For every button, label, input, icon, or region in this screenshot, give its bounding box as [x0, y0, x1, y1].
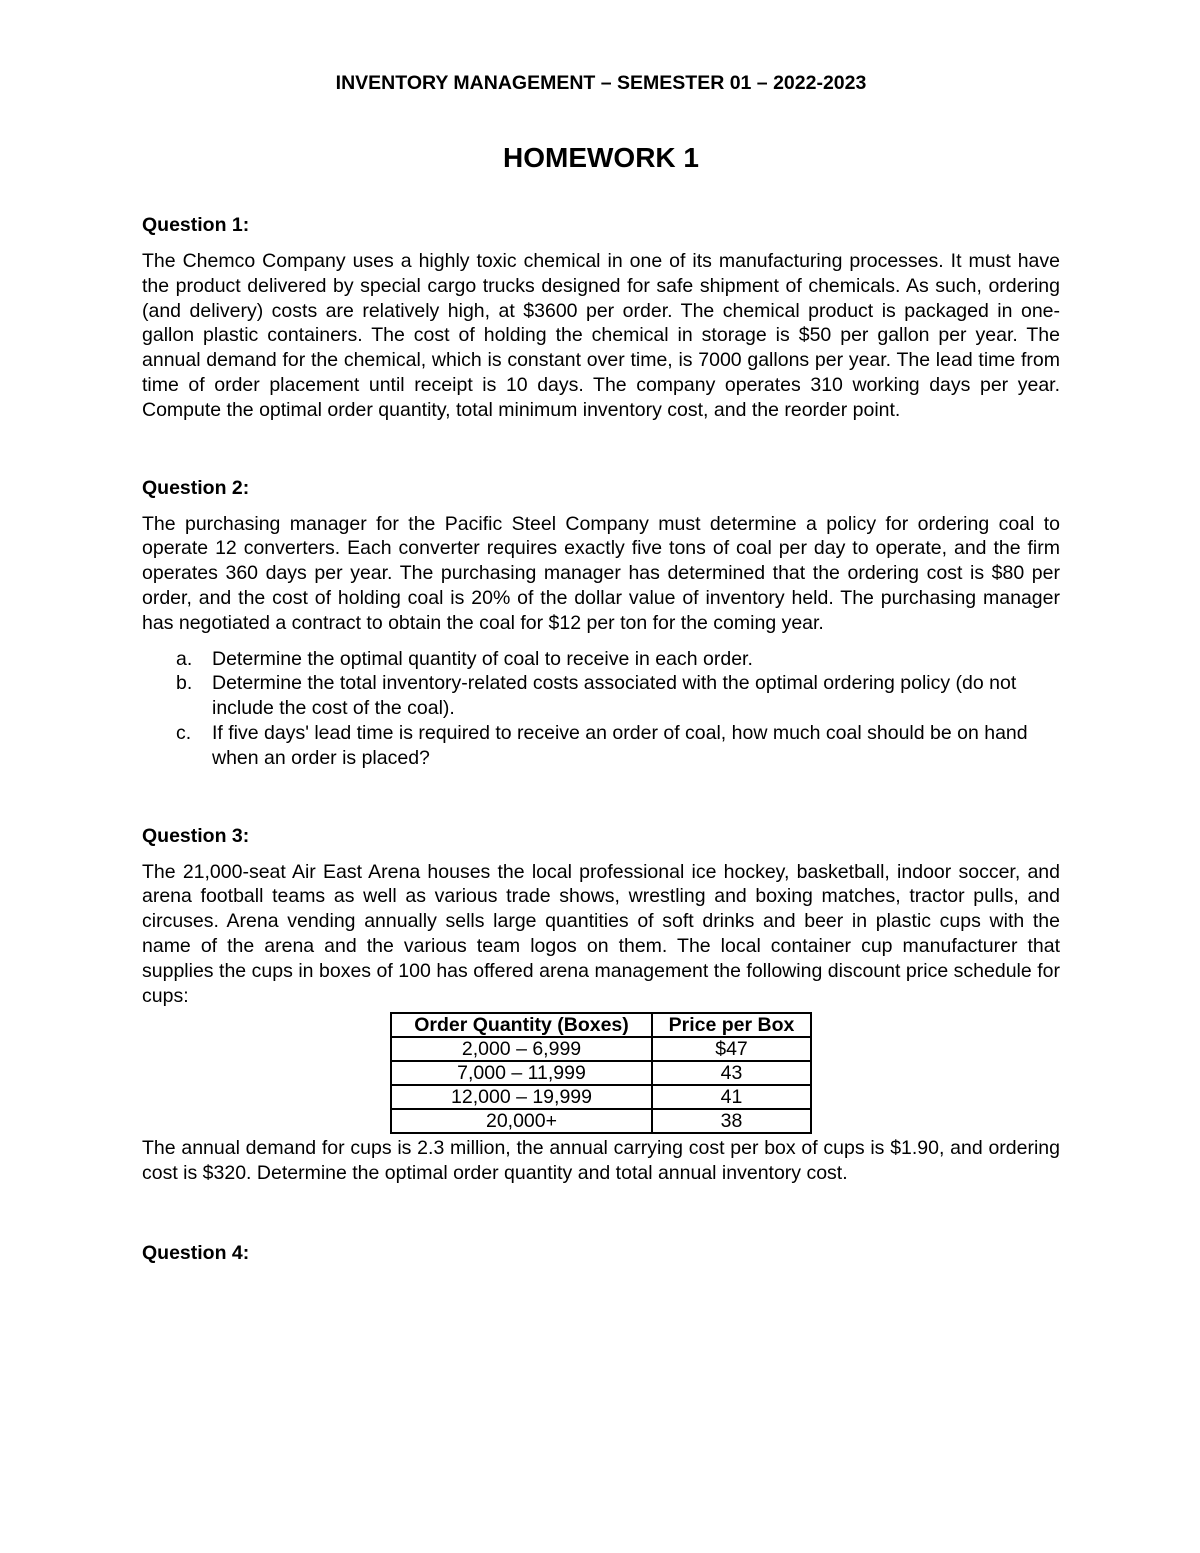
price-cell: 43: [652, 1061, 811, 1085]
table-row: [391, 1109, 811, 1133]
question-2-section: [142, 475, 1060, 771]
question-1-heading: Question 1:: [142, 214, 250, 236]
question-1-section: [142, 212, 1060, 423]
question-3-heading: Question 3:: [142, 824, 250, 847]
question-4-heading: Question 4:: [142, 1241, 250, 1264]
price-cell: 38: [652, 1109, 811, 1133]
subquestion-marker: a.: [176, 647, 193, 670]
column-header-price-per-box: Price per Box: [652, 1013, 811, 1037]
subquestion-b: [142, 671, 1060, 721]
question-4-section: [142, 1240, 1060, 1266]
discount-price-table: [390, 1012, 812, 1134]
order-quantity-cell: 12,000 – 19,999: [391, 1085, 652, 1109]
order-quantity-cell: 2,000 – 6,999: [391, 1037, 652, 1061]
subquestion-text: If five days' lead time is required to receive an order of coal, how much coal should be on hand when an order is placed?: [212, 721, 1028, 769]
table-header-row: [391, 1013, 811, 1037]
subquestion-c: [142, 721, 1060, 771]
table-row: [391, 1085, 811, 1109]
table-row: [391, 1061, 811, 1085]
question-2-heading: Question 2:: [142, 476, 250, 499]
subquestion-text: Determine the optimal quantity of coal to receive in each order.: [212, 647, 753, 670]
price-cell: 41: [652, 1085, 811, 1109]
question-1-body: The Chemco Company uses a highly toxic chemical in one of its manufacturing processes. It must have the product delivered by special cargo trucks designed for safe shipment of chemicals. As such, ordering (and delivery) costs are relatively high, at $3600 per order. The chemical product is packaged in one-gallon plastic containers. The cost of holding the chemical in storage is $50 per gallon per year. The annual demand for the chemical, which is constant over time, is 7000 gallons per year. The lead time from time of order placement until receipt is 10 days. The company operates 310 working days per year. Compute the optimal order quantity, total minimum inventory cost, and the reorder point.: [142, 250, 1060, 421]
course-header: INVENTORY MANAGEMENT – SEMESTER 01 – 2022-2023: [335, 72, 867, 94]
question-3-body: The 21,000-seat Air East Arena houses the local professional ice hockey, basketball, indoor soccer, and arena football teams as well as various trade shows, wrestling and boxing matches, tractor pulls, and circuses. Arena vending annually sells large quantities of soft drinks and beer in plastic cups with the name of the arena and the various team logos on them. The local container cup manufacturer that supplies the cups in boxes of 100 has offered arena management the following discount price schedule for cups:: [142, 860, 1060, 1007]
order-quantity-cell: 7,000 – 11,999: [391, 1061, 652, 1085]
price-cell: $47: [652, 1037, 811, 1061]
subquestion-text: Determine the total inventory-related costs associated with the optimal ordering policy (do not include the cost of the coal).: [212, 672, 1017, 720]
homework-title: HOMEWORK 1: [503, 142, 699, 173]
document-page: [142, 68, 1060, 1266]
order-quantity-cell: 20,000+: [391, 1109, 652, 1133]
question-3-after-table: The annual demand for cups is 2.3 million, the annual carrying cost per box of cups is $1.90, and ordering cost is $320. Determine the optimal order quantity and total annual inventory cost.: [142, 1137, 1060, 1185]
column-header-order-quantity: Order Quantity (Boxes): [391, 1013, 652, 1037]
subquestion-marker: b.: [176, 672, 193, 695]
question-2-subquestions: [142, 647, 1060, 771]
table-row: [391, 1037, 811, 1061]
question-3-section: [142, 823, 1060, 1186]
subquestion-marker: c.: [176, 721, 192, 744]
subquestion-a: [142, 647, 1060, 672]
question-2-body: The purchasing manager for the Pacific Steel Company must determine a policy for ordering coal to operate 12 converters. Each converter requires exactly five tons of coal per day to operate, and the firm operates 360 days per year. The purchasing manager has determined that the ordering cost is $80 per order, and the cost of holding coal is 20% of the dollar value of inventory held. The purchasing manager has negotiated a contract to obtain the coal for $12 per ton for the coming year.: [142, 512, 1060, 634]
